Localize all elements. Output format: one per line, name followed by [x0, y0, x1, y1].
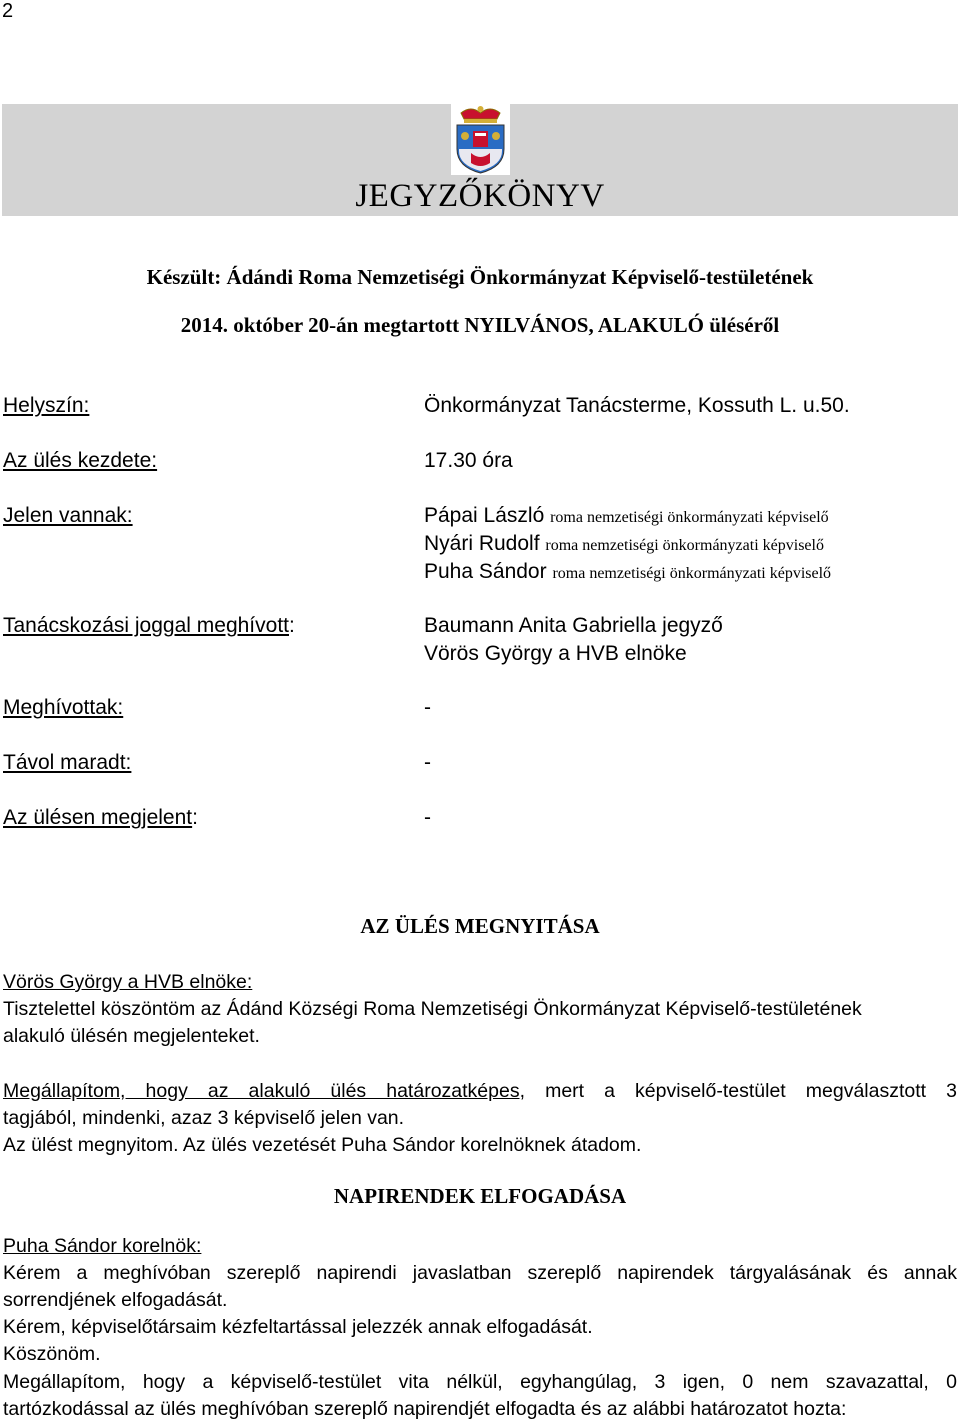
location-label: Helyszín: — [3, 394, 90, 417]
location-value: Önkormányzat Tanácsterme, Kossuth L. u.50. — [424, 394, 850, 417]
absent-value: - — [424, 751, 431, 774]
made-line-1: Készült: Ádándi Roma Nemzetiségi Önkormányzat Képviselő-testületének — [146, 265, 814, 289]
present-member: Nyári Rudolf roma nemzetiségi önkormányzati képviselő — [424, 532, 824, 555]
start-label: Az ülés kezdete: — [3, 449, 158, 472]
opening-paragraph-line2: alakuló ülésén megjelenteket. — [3, 1025, 260, 1047]
start-value: 17.30 óra — [424, 449, 513, 472]
vote-request: Kérem, képviselőtársaim kézfeltartással jelezzék annak elfogadását. — [3, 1316, 593, 1338]
speaker-hvb: Vörös György a HVB elnöke: — [3, 971, 253, 993]
appeared-label: Az ülésen megjelent: — [3, 806, 198, 829]
speaker-korelnok: Puha Sándor korelnök: — [3, 1235, 202, 1257]
document-title: JEGYZŐKÖNYV — [355, 178, 605, 214]
advisory-label: Tanácskozási joggal meghívott: — [3, 614, 295, 637]
invited-value: - — [424, 696, 431, 719]
agenda-request-line2: sorrendjének elfogadását. — [3, 1289, 228, 1311]
opening-paragraph-line1: Tisztelettel köszöntöm az Ádánd Községi Roma Nemzetiségi Önkormányzat Képviselő-testületének — [3, 998, 862, 1020]
advisory-member: Vörös György a HVB elnöke — [424, 642, 687, 665]
appeared-value: - — [424, 806, 431, 829]
page-number: 2 — [2, 0, 14, 22]
invited-label: Meghívottak: — [3, 696, 124, 719]
quorum-paragraph-line2: tagjából, mindenki, azaz 3 képviselő jelen van. — [3, 1107, 405, 1129]
section-heading-opening: AZ ÜLÉS MEGNYITÁSA — [360, 914, 600, 938]
made-line-2: 2014. október 20-án megtartott NYILVÁNOS, ALAKULÓ üléséről — [180, 313, 780, 337]
agenda-request-line1: Kérem a meghívóban szereplő napirendi javaslatban szereplő napirendek tárgyalásának és annak — [3, 1262, 957, 1284]
present-label: Jelen vannak: — [3, 504, 133, 527]
present-member: Puha Sándor roma nemzetiségi önkormányzati képviselő — [424, 560, 832, 583]
coat-of-arms-icon — [451, 103, 510, 175]
advisory-member: Baumann Anita Gabriella jegyző — [424, 614, 723, 637]
section-heading-agenda: NAPIRENDEK ELFOGADÁSA — [333, 1184, 627, 1208]
opening-statement: Az ülést megnyitom. Az ülés vezetését Puha Sándor korelnöknek átadom. — [3, 1134, 642, 1156]
quorum-paragraph-line1: Megállapítom, hogy az alakuló ülés határozatképes, mert a képviselő-testület megválasztott 3 — [3, 1080, 957, 1102]
resolution-line2: tartózkodással az ülés meghívóban szereplő napirendjét elfogadta és az alábbi határozatot hozta: — [3, 1398, 847, 1420]
absent-label: Távol maradt: — [3, 751, 132, 774]
thanks: Köszönöm. — [3, 1343, 101, 1365]
resolution-line1: Megállapítom, hogy a képviselő-testület vita nélkül, egyhangúlag, 3 igen, 0 nem szavazattal, 0 — [3, 1371, 957, 1393]
present-member: Pápai László roma nemzetiségi önkormányzati képviselő — [424, 504, 829, 527]
